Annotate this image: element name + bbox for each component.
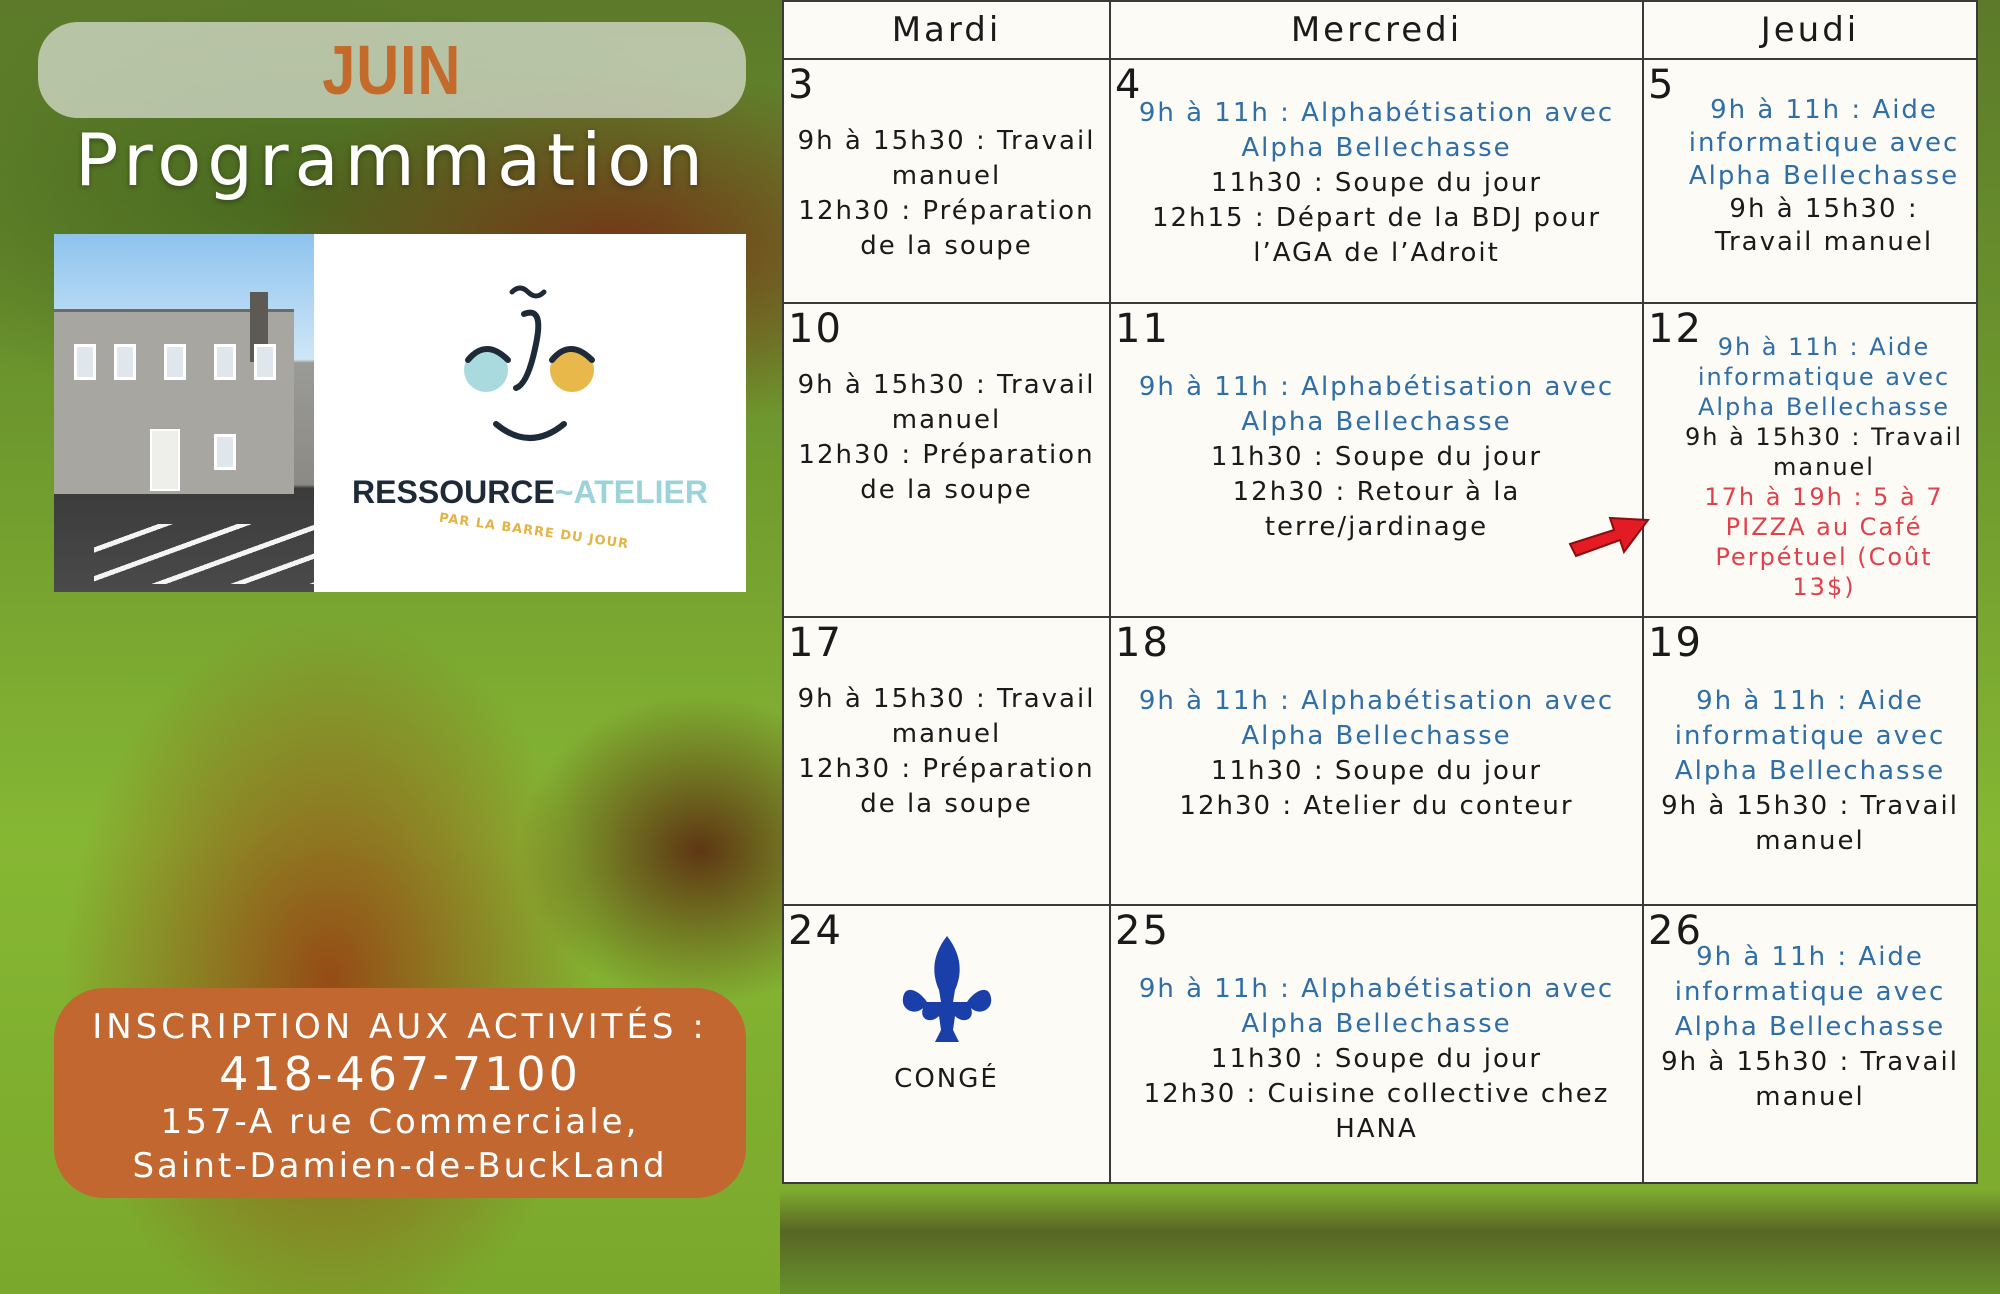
brand-logo [314,234,746,592]
day-number: 12 [1648,306,1703,352]
activity-partner: 9h à 11h : Aide informatique avec Alpha Bellechasse [1697,333,1951,421]
face-logo-icon [460,274,600,464]
activity-partner: 9h à 11h : Aide informatique avec Alpha Bellechasse [1688,95,1960,191]
activity: 9h à 15h30 : Travail manuel [797,684,1096,749]
activity: 11h30 : Soupe du jour [1210,1044,1543,1074]
day-number: 25 [1115,908,1170,954]
activity: 12h30 : Retour à la terre/jardinage [1232,477,1521,542]
day-cell [783,303,1110,617]
special-event: 17h à 19h : 5 à 7 PIZZA au Café Perpétuel (Coût 13$) [1704,483,1944,601]
month-banner [38,22,746,118]
calendar-table [782,0,1978,1184]
activity: 11h30 : Soupe du jour [1210,756,1543,786]
red-arrow-icon [1566,500,1652,560]
background-fence [780,1190,2000,1294]
logo-panel [54,234,746,592]
day-number: 5 [1648,62,1676,108]
building-photo [54,234,314,592]
address-line-1: 157-A rue Commerciale, [160,1102,640,1142]
header-thursday: Jeudi [1643,1,1977,59]
fleur-de-lis-icon [897,932,997,1052]
activity: 11h30 : Soupe du jour [1210,442,1543,472]
day-number: 10 [788,306,843,352]
inscription-label: INSCRIPTION AUX ACTIVITÉS : [92,1007,708,1047]
day-number: 26 [1648,908,1703,954]
header-wednesday: Mercredi [1110,1,1643,59]
month-title: JUIN [322,31,462,109]
day-cell [783,617,1110,905]
activity: 9h à 15h30 : Travail manuel [797,370,1096,435]
brand-tagline: PAR LA BARRE DU JOUR [438,510,630,553]
activity-partner: 9h à 11h : Alphabétisation avec Alpha Bellechasse [1138,686,1615,751]
activity: 12h30 : Préparation de la soupe [798,440,1095,505]
activity: 9h à 15h30 : Travail manuel [1661,1047,1959,1112]
inscription-panel [54,988,746,1198]
activity: 9h à 15h30 : Travail manuel [1684,423,1964,481]
activity-partner: 9h à 11h : Aide informatique avec Alpha Bellechasse [1674,686,1946,786]
day-cell [1643,59,1977,303]
activity-partner: 9h à 11h : Alphabétisation avec Alpha Bellechasse [1138,98,1615,163]
activity: 9h à 15h30 : Travail manuel [1661,791,1959,856]
brand-name: RESSOURCE~ATELIER [352,474,708,510]
address-line-2: Saint-Damien-de-BuckLand [132,1146,668,1186]
page-title: Programmation [75,118,709,202]
day-cell [1643,617,1977,905]
day-cell [1110,59,1643,303]
activity: 9h à 15h30 : Travail manuel [1714,194,1934,257]
activity: 12h30 : Atelier du conteur [1179,791,1574,821]
activity-partner: 9h à 11h : Aide informatique avec Alpha Bellechasse [1674,942,1946,1042]
phone-number: 418-467-7100 [219,1047,581,1101]
activity-partner: 9h à 11h : Alphabétisation avec Alpha Bellechasse [1138,372,1615,437]
day-cell [783,59,1110,303]
day-cell [1110,303,1643,617]
activity: 12h30 : Cuisine collective chez HANA [1143,1079,1610,1144]
activity-partner: 9h à 11h : Alphabétisation avec Alpha Bellechasse [1138,974,1615,1039]
day-number: 17 [788,620,843,666]
activity: 11h30 : Soupe du jour [1210,168,1543,198]
activity: 12h30 : Préparation de la soupe [798,754,1095,819]
header-tuesday: Mardi [783,1,1110,59]
day-number: 24 [788,908,843,954]
day-cell [783,905,1110,1183]
day-cell [1643,905,1977,1183]
day-cell [1110,905,1643,1183]
day-cell [1643,303,1977,617]
holiday-label: CONGÉ [894,1064,999,1094]
day-number: 11 [1115,306,1170,352]
activity: 9h à 15h30 : Travail manuel [797,126,1096,191]
day-number: 4 [1115,62,1143,108]
day-cell [1110,617,1643,905]
day-number: 3 [788,62,816,108]
activity: 12h30 : Préparation de la soupe [798,196,1095,261]
day-number: 19 [1648,620,1703,666]
day-number: 18 [1115,620,1170,666]
activity: 12h15 : Départ de la BDJ pour l’AGA de l’Adroit [1151,203,1602,268]
